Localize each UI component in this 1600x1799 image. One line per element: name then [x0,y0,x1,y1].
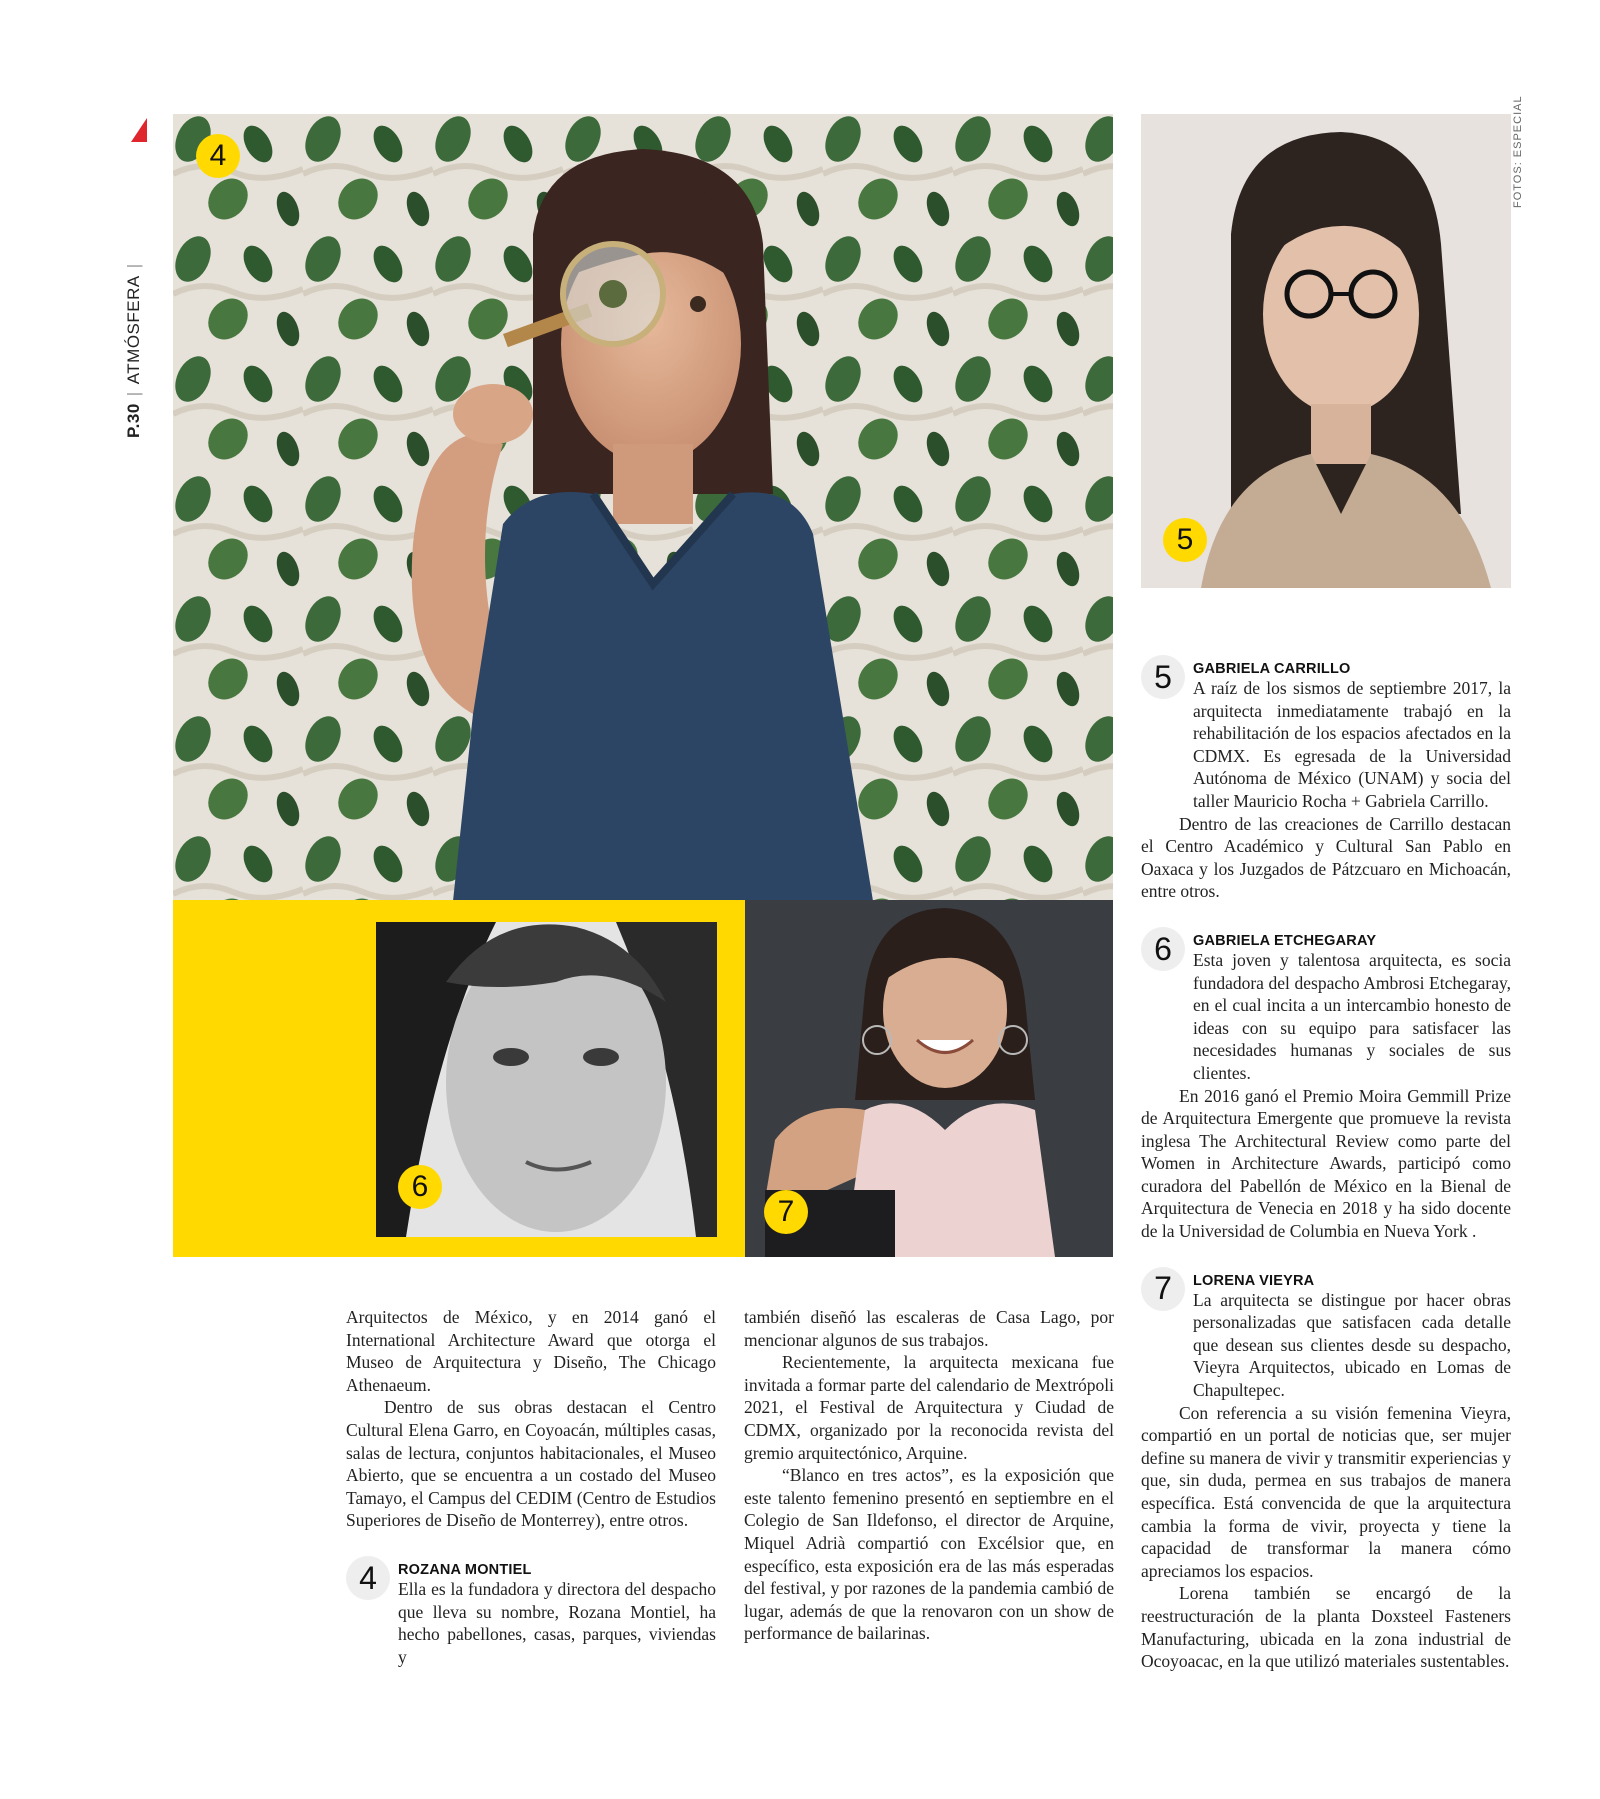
number-badge-5: 5 [1163,518,1207,562]
paragraph: Con referencia a su visión femenina Vieyra, compartió en un portal de noticias que, ser mujer define su manera de vivir y transmitir experiencias y que, sin duda, permea en sus trabajos de manera específica. Está convencida de que la arquitectura cambia la forma de vivir, proyecta y tiene la capacidad de transformar la manera cómo apreciamos los espacios. [1141,1402,1511,1581]
section-name: LORENA VIEYRA [1193,1272,1315,1289]
section-number: 6 [1141,927,1185,971]
section-number: 7 [1141,1267,1185,1311]
section-name: GABRIELA ETCHEGARAY [1193,932,1377,949]
section-name: GABRIELA CARRILLO [1193,661,1351,677]
text-column-2 [744,1306,1114,1645]
photo-rozana-montiel [173,114,1113,901]
section-number: 4 [346,1556,390,1600]
text-column-3 [1141,655,1511,1673]
section-header [1141,655,1511,695]
photo-gabriela-carrillo [1141,114,1511,588]
section-header [1141,927,1511,967]
section-header [346,1556,716,1596]
red-triangle-mark [131,118,147,142]
section-rozana-montiel [346,1556,716,1668]
section-lorena-vieyra [1141,1267,1511,1673]
paragraph: Ella es la fundadora y directora del despacho que lleva su nombre, Rozana Montiel, ha hecho pabellones, casas, parques, viviendas y [398,1578,716,1667]
paragraph: La arquitecta se distingue por hacer obras personalizadas que satisfacen cada detalle que desean sus clientes desde su despacho, Vieyra Arquitectos, ubicado en Lomas de Chapultepec. [1193,1289,1511,1401]
section-name: ROZANA MONTIEL [398,1561,532,1578]
number-badge-4: 4 [196,134,240,178]
text-column-1 [346,1306,716,1668]
number-badge-6: 6 [398,1165,442,1209]
section-gabriela-etchegaray [1141,927,1511,1243]
page-number: P.30 [124,403,143,438]
paragraph: Recientemente, la arquitecta mexicana fue invitada a formar parte del calendario de Mextrópoli 2021, el Festival de Arquitectura y Ciudad de CDMX, organizado por la reconocida revista del gremio arquitectónico, Arquine. [744,1352,1114,1463]
paragraph: Arquitectos de México, y en 2014 ganó el International Architecture Award que otorga el Museo de Arquitectura y Diseño, The Chicago Athenaeum. [346,1307,716,1395]
paragraph: Lorena también se encargó de la reestructuración de la planta Doxsteel Fasteners Manufacturing, ubicada en la zona industrial de Ocoyoacac, en la que utilizó materiales sustentables. [1141,1583,1511,1672]
section-number: 5 [1141,655,1185,699]
photo-credit: FOTOS: ESPECIAL [1512,95,1524,208]
paragraph: En 2016 ganó el Premio Moira Gemmill Prize de Arquitectura Emergente que promueve la revista inglesa The Architectural Review como parte del Women in Architecture Awards, participó como curadora del Pabellón de México en la Bienal de Arquitectura de Venecia en 2018 y ha sido docente de la Universidad de Columbia en Nueva York . [1141,1085,1511,1242]
paragraph: Dentro de sus obras destacan el Centro Cultural Elena Garro, en Coyoacán, múltiples casas, salas de lectura, conjuntos habitacionales, el Museo Abierto, que se encuentra a un costado del Museo Tamayo, el Campus del CEDIM (Centro de Estudios Superiores de Diseño de Monterrey), entre otros. [346,1397,716,1531]
paragraph: “Blanco en tres actos”, es la exposición que este talento femenino presentó en septiembre en el Colegio de San Ildefonso, el director de Arquine, Miquel Adrià compartió con Excélsior que, en específico, esta exposición era de las más esperadas del festival, y por razones de la pandemia cambió de lugar, además de que la renovaron con un show de performance de bailarinas. [744,1465,1114,1644]
section-header [1141,1267,1511,1307]
paragraph: A raíz de los sismos de septiembre 2017, la arquitecta inmediatamente trabajó en la rehabilitación de los espacios afectados en la CDMX. Es egresada de la Universidad Autónoma de México (UNAM) y socia del taller Mauricio Rocha + Gabriela Carrillo. [1193,678,1511,811]
section-gabriela-carrillo [1141,655,1511,903]
number-badge-7: 7 [764,1190,808,1234]
page-folio [122,118,152,438]
paragraph: Esta joven y talentosa arquitecta, es socia fundadora del despacho Ambrosi Etchegaray, en el cual incita a un intercambio honesto de ideas con su equipo para satisfacer las necesidades humanas y sociales de sus clientes. [1193,949,1511,1083]
paragraph: también diseñó las escaleras de Casa Lago, por mencionar algunos de sus trabajos. [744,1307,1114,1350]
folio-text: P.30|ATMÓSFERA| [124,263,143,438]
section-name: ATMÓSFERA [124,275,143,385]
paragraph: Dentro de las creaciones de Carrillo destacan el Centro Académico y Cultural San Pablo en Oaxaca y los Juzgados de Pátzcuaro en Michoacán, entre otros. [1141,813,1511,902]
